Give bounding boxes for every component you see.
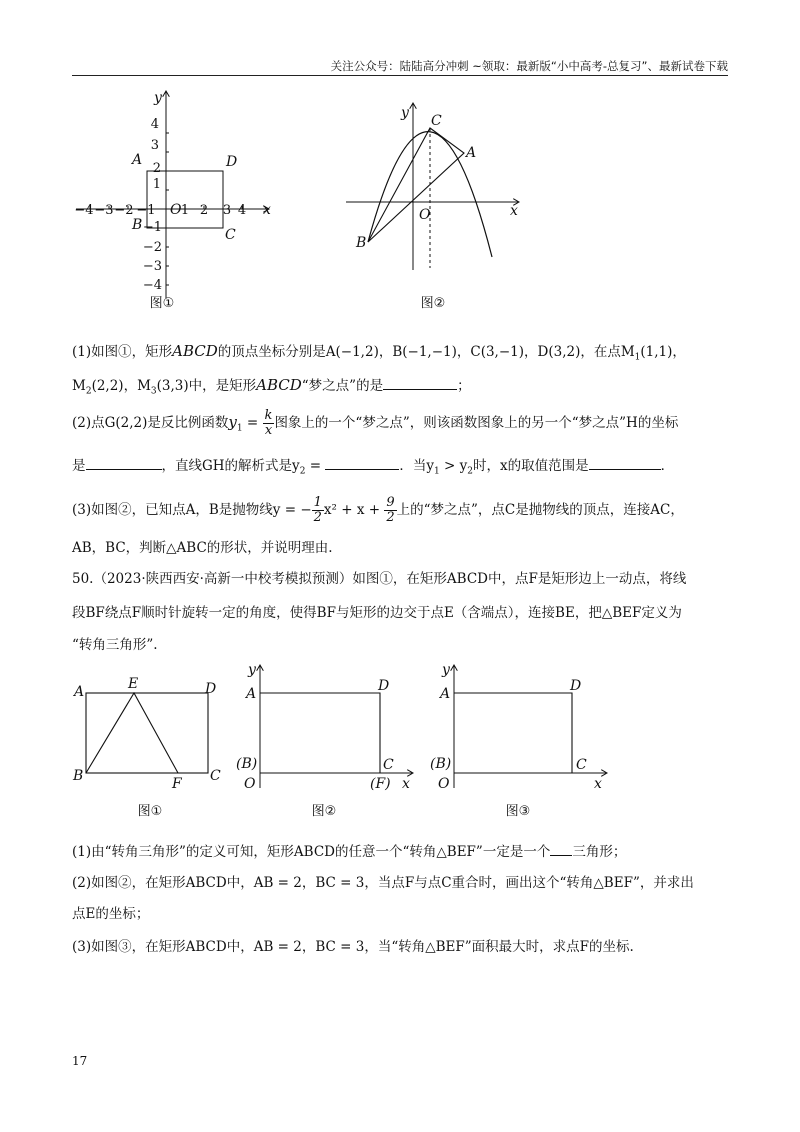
q49-part1-line1: (1)如图①，矩形ABCD的顶点坐标分别是A(−1,2)，B(−1,−1)，C(3,−1)，D(3,2)，在点$M_1(1,1)$，: [72, 342, 686, 363]
x-tick: 3: [222, 203, 232, 218]
text: (1)由“转角三角形”的定义可知，矩形ABCD的任意一个“转角△BEF”一定是一个: [72, 844, 551, 860]
fraction-k-over-x: [263, 409, 275, 438]
text: (2)点G(2,2)是反比例函数: [72, 415, 229, 431]
point-label: B: [73, 768, 84, 784]
y-axis-label: y: [442, 662, 450, 678]
q50-line1: 50.（2023·陕西西安·高新一中校考模拟预测）如图①，在矩形ABCD中，点F是矩形边上一动点，将线: [72, 571, 687, 587]
answer-blank[interactable]: [550, 843, 572, 856]
text: ；: [457, 378, 471, 394]
y-tick: 1: [152, 177, 161, 192]
rectangle-abcd: [86, 693, 208, 773]
point-label-c: C: [225, 227, 236, 243]
text: 的顶点坐标分别是: [217, 344, 326, 360]
point-label-d: D: [226, 154, 238, 170]
origin-label: O: [438, 776, 450, 792]
point-label: D: [378, 678, 390, 694]
figure-caption: 图③: [505, 804, 531, 819]
y-axis-label: y: [154, 90, 162, 106]
fraction-9-2: [384, 496, 396, 525]
x-axis-label: x: [263, 202, 271, 218]
point-label: A: [246, 686, 257, 702]
math: ABCD: [256, 376, 302, 394]
y-tick: 2: [152, 161, 161, 176]
x-tick: −1: [136, 203, 156, 218]
x-tick: −4: [74, 203, 94, 218]
q50-part3: (3)如图③，在矩形ABCD中，AB = 2，BC = 3，当“转角△BEF”面积最大时，求点F的坐标.: [72, 939, 634, 955]
answer-blank[interactable]: [383, 377, 457, 390]
origin-label: O: [419, 207, 431, 223]
x-axis-label: x: [510, 203, 518, 219]
math: y: [228, 413, 237, 431]
text: 图象上的一个“梦之点”，则该函数图象上的另一个“梦之点”H的坐标: [274, 415, 679, 431]
text: ．当y: [399, 458, 434, 474]
denominator: 2: [386, 510, 395, 525]
q49-part2-line1: (2)点G(2,2)是反比例函数$y_1$ = $\frac{k}{x}$ 图象上的一个“梦之点”，则该函数图象上的另一个“梦之点”H的坐标: [72, 408, 679, 438]
x-tick: 4: [237, 203, 247, 218]
point-label-a: A: [466, 145, 477, 161]
origin-label: O: [170, 202, 182, 218]
point-label-b: B: [356, 235, 367, 251]
text: (3,3)中，是矩形: [156, 378, 257, 394]
text: “梦之点”的是: [301, 378, 384, 394]
figure-q50-3: [426, 660, 616, 822]
point-label: C: [383, 757, 394, 773]
numerator: 9: [386, 495, 395, 510]
y-tick: −1: [142, 220, 162, 235]
text: 时，x的取值范围是: [472, 458, 589, 474]
y-tick: 3: [150, 138, 159, 153]
point-label: A: [440, 686, 451, 702]
point-label: (F): [370, 776, 391, 792]
text: 三角形；: [572, 844, 627, 860]
x-tick: 2: [199, 203, 209, 218]
q50-line3: “转角三角形”.: [72, 637, 158, 653]
triangle-bef: [86, 693, 178, 773]
text: 是: [72, 458, 86, 474]
text: (1)如图①，矩形: [72, 344, 173, 360]
page-header: 关注公众号：陆陆高分冲刺 ~领取：最新版“小中高考-总复习”、最新试卷下载: [330, 59, 728, 73]
numerator: k: [264, 408, 273, 423]
figure-1-rectangle-axes: [70, 88, 280, 318]
y-tick: −3: [142, 259, 162, 274]
q49-part3-line1: [72, 494, 740, 526]
rectangle-abcd: [454, 693, 572, 773]
text: ．: [660, 458, 675, 474]
origin-label: O: [244, 776, 256, 792]
point-label-c: C: [431, 113, 442, 129]
fraction-1-2: [312, 496, 324, 525]
point-label: (B): [430, 756, 452, 772]
y-tick: −4: [142, 278, 162, 293]
text: (1,1)，: [640, 344, 686, 360]
y-axis-label: y: [248, 662, 256, 678]
point-label: (B): [236, 756, 258, 772]
text: =: [242, 415, 263, 431]
x-tick: −2: [114, 203, 134, 218]
header-rule: [72, 75, 728, 76]
text: (3)如图②，已知点A，B是抛物线y = −: [72, 502, 312, 518]
figure-caption: 图①: [149, 296, 175, 311]
denominator: 2: [313, 510, 322, 525]
x-axis-label: x: [402, 776, 410, 792]
point-label-a: A: [132, 152, 143, 168]
figure-caption: 图①: [137, 804, 163, 819]
y-tick: 4: [150, 117, 159, 132]
text: ，直线GH的解析式是y: [161, 458, 300, 474]
answer-blank[interactable]: [589, 457, 661, 470]
point-label: C: [576, 757, 587, 773]
figure-caption: 图②: [311, 804, 337, 819]
text: =: [305, 458, 326, 474]
q50-part2-line1: (2)如图②，在矩形ABCD中，AB = 2，BC = 3，当点F与点C重合时，画出这个“转角△BEF”，并求出: [72, 875, 694, 891]
point-label: D: [205, 681, 217, 697]
figure-caption: 图②: [420, 296, 446, 311]
figure-q50-2: [232, 660, 422, 822]
y-axis-label: y: [401, 105, 409, 121]
point-label: D: [570, 678, 582, 694]
point-label: A: [74, 684, 85, 700]
text: x² + x +: [323, 502, 385, 518]
q50-line2: 段BF绕点F顺时针旋转一定的角度，使得BF与矩形的边交于点E（含端点），连接BE，把△BEF定义为: [72, 605, 682, 621]
q49-part1-line2: $M_2(2,2)$，$M_3(3,3)$中，是矩形ABCD“梦之点”的是 ；: [72, 376, 471, 397]
figure-2-parabola: [340, 100, 530, 315]
q49-part3-line2: AB，BC，判断△ABC的形状，并说明理由.: [72, 540, 333, 556]
point-label: C: [210, 768, 221, 784]
q50-part1: [72, 842, 740, 862]
text: > y: [439, 458, 468, 474]
answer-blank[interactable]: [325, 457, 399, 470]
text: 上的“梦之点”，点C是抛物线的顶点，连接AC，: [396, 502, 684, 518]
point-label: E: [128, 676, 139, 692]
text: M: [72, 378, 86, 394]
numerator: 1: [313, 495, 322, 510]
denominator: x: [264, 423, 273, 438]
text: A(−1,2)，B(−1,−1)，C(3,−1)，D(3,2)，在点M: [325, 344, 635, 360]
math: ABCD: [172, 342, 218, 360]
q49-part2-line2: 是 ，直线GH的解析式是$y_2$ = ．当$y_1 > y_2$时，x的取值范围是 ．: [72, 458, 675, 477]
point-label: F: [172, 776, 182, 792]
x-tick: −3: [94, 203, 114, 218]
page-number: 17: [72, 1054, 88, 1068]
answer-blank[interactable]: [86, 457, 162, 470]
point-label-b: B: [132, 217, 143, 233]
figure-q50-1: [70, 676, 230, 821]
q50-part2-line2: 点E的坐标；: [72, 906, 150, 922]
text: (2,2)，M: [91, 378, 151, 394]
y-tick: −2: [142, 240, 162, 255]
x-tick: 1: [180, 203, 190, 218]
rectangle-abcd: [260, 693, 380, 773]
x-axis-label: x: [594, 776, 602, 792]
